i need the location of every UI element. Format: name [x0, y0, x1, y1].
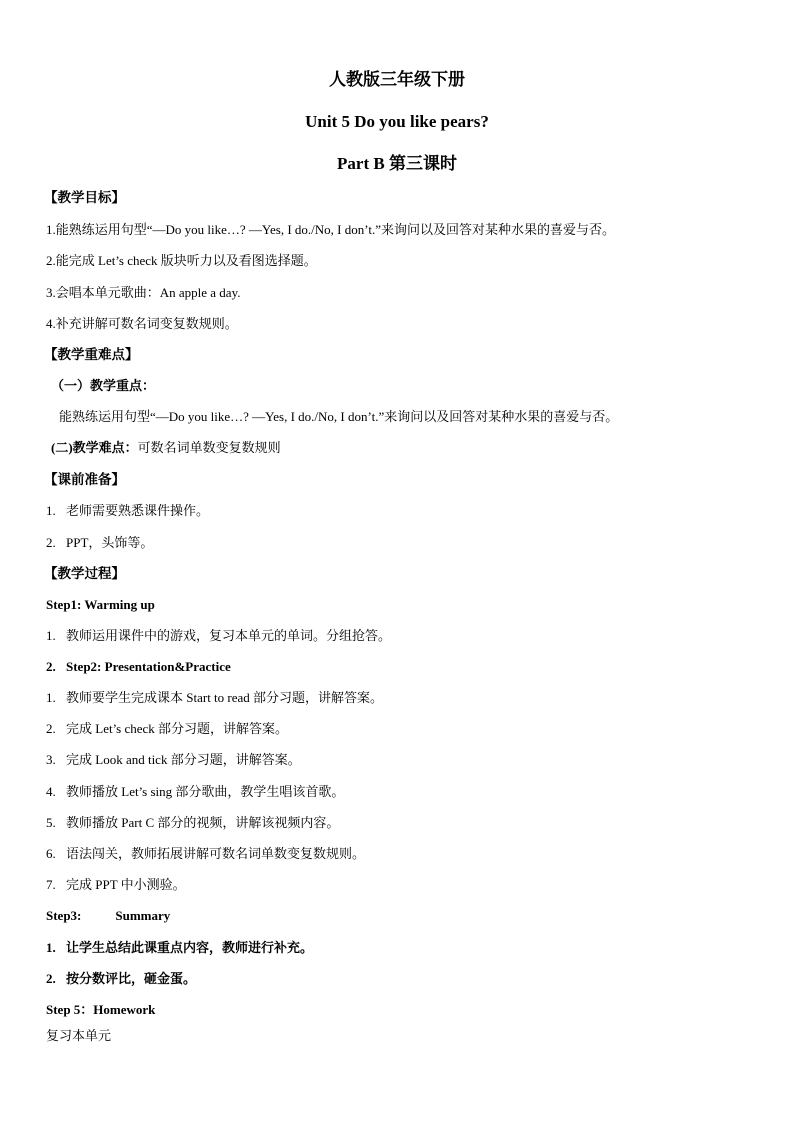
step1-heading: Step1: Warming up: [46, 597, 155, 612]
step3-item: 2. 按分数评比，砸金蛋。: [46, 971, 197, 986]
step2-item: 7. 完成 PPT 中小测验。: [46, 877, 186, 892]
objective-item-4: 4.补充讲解可数名词变复数规则。: [46, 316, 238, 331]
preparation-item: 2. PPT，头饰等。: [46, 535, 154, 550]
objective-item-2: 2.能完成 Let’s check 版块听力以及看图选择题。: [46, 253, 317, 268]
title-unit: Unit 5 Do you like pears?: [305, 112, 489, 131]
step2-item: 2. 完成 Let’s check 部分习题，讲解答案。: [46, 721, 289, 736]
objective-item-1: 1.能熟练运用句型“—Do you like…? —Yes, I do./No, I don’t.”来询问以及回答对某种水果的喜爱与否。: [46, 222, 615, 237]
objective-item-3: 3.会唱本单元歌曲：An apple a day.: [46, 285, 241, 300]
title-grade: 人教版三年级下册: [329, 70, 465, 89]
keypoint-sub1-heading: （一）教学重点：: [51, 378, 156, 393]
keypoint-sub2-label: (二)教学难点：: [51, 440, 138, 455]
keypoint-sub2: [51, 439, 281, 457]
step5-text: 复习本单元: [46, 1028, 112, 1043]
keypoint-sub2-text: 可数名词单数变复数规则: [137, 440, 281, 455]
step2-item: 4. 教师播放 Let’s sing 部分歌曲，教学生唱该首歌。: [46, 784, 345, 799]
preparation-item: 1. 老师需要熟悉课件操作。: [46, 503, 210, 518]
step3-heading: Step3: Summary: [46, 908, 171, 923]
step1-item: 1. 教师运用课件中的游戏，复习本单元的单词。分组抢答。: [46, 628, 392, 643]
step5-heading: Step 5：Homework: [46, 1002, 156, 1017]
preparation-heading: 【课前准备】: [44, 472, 125, 487]
step2-item: 3. 完成 Look and tick 部分习题，讲解答案。: [46, 752, 301, 767]
step2-item: 6. 语法闯关，教师拓展讲解可数名词单数变复数规则。: [46, 846, 366, 861]
keypoint-sub1-text: 能熟练运用句型“—Do you like…? —Yes, I do./No, I don’t.”来询问以及回答对某种水果的喜爱与否。: [59, 409, 619, 424]
step2-heading: 2. Step2: Presentation&Practice: [46, 659, 231, 674]
objectives-heading: 【教学目标】: [44, 190, 125, 205]
step2-item: 1. 教师要学生完成课本 Start to read 部分习题，讲解答案。: [46, 690, 384, 705]
title-part: Part B 第三课时: [337, 154, 457, 173]
keypoints-heading: 【教学重难点】: [44, 347, 139, 362]
process-heading: 【教学过程】: [44, 566, 125, 581]
step3-item: 1. 让学生总结此课重点内容，教师进行补充。: [46, 940, 314, 955]
step2-item: 5. 教师播放 Part C 部分的视频，讲解该视频内容。: [46, 815, 340, 830]
